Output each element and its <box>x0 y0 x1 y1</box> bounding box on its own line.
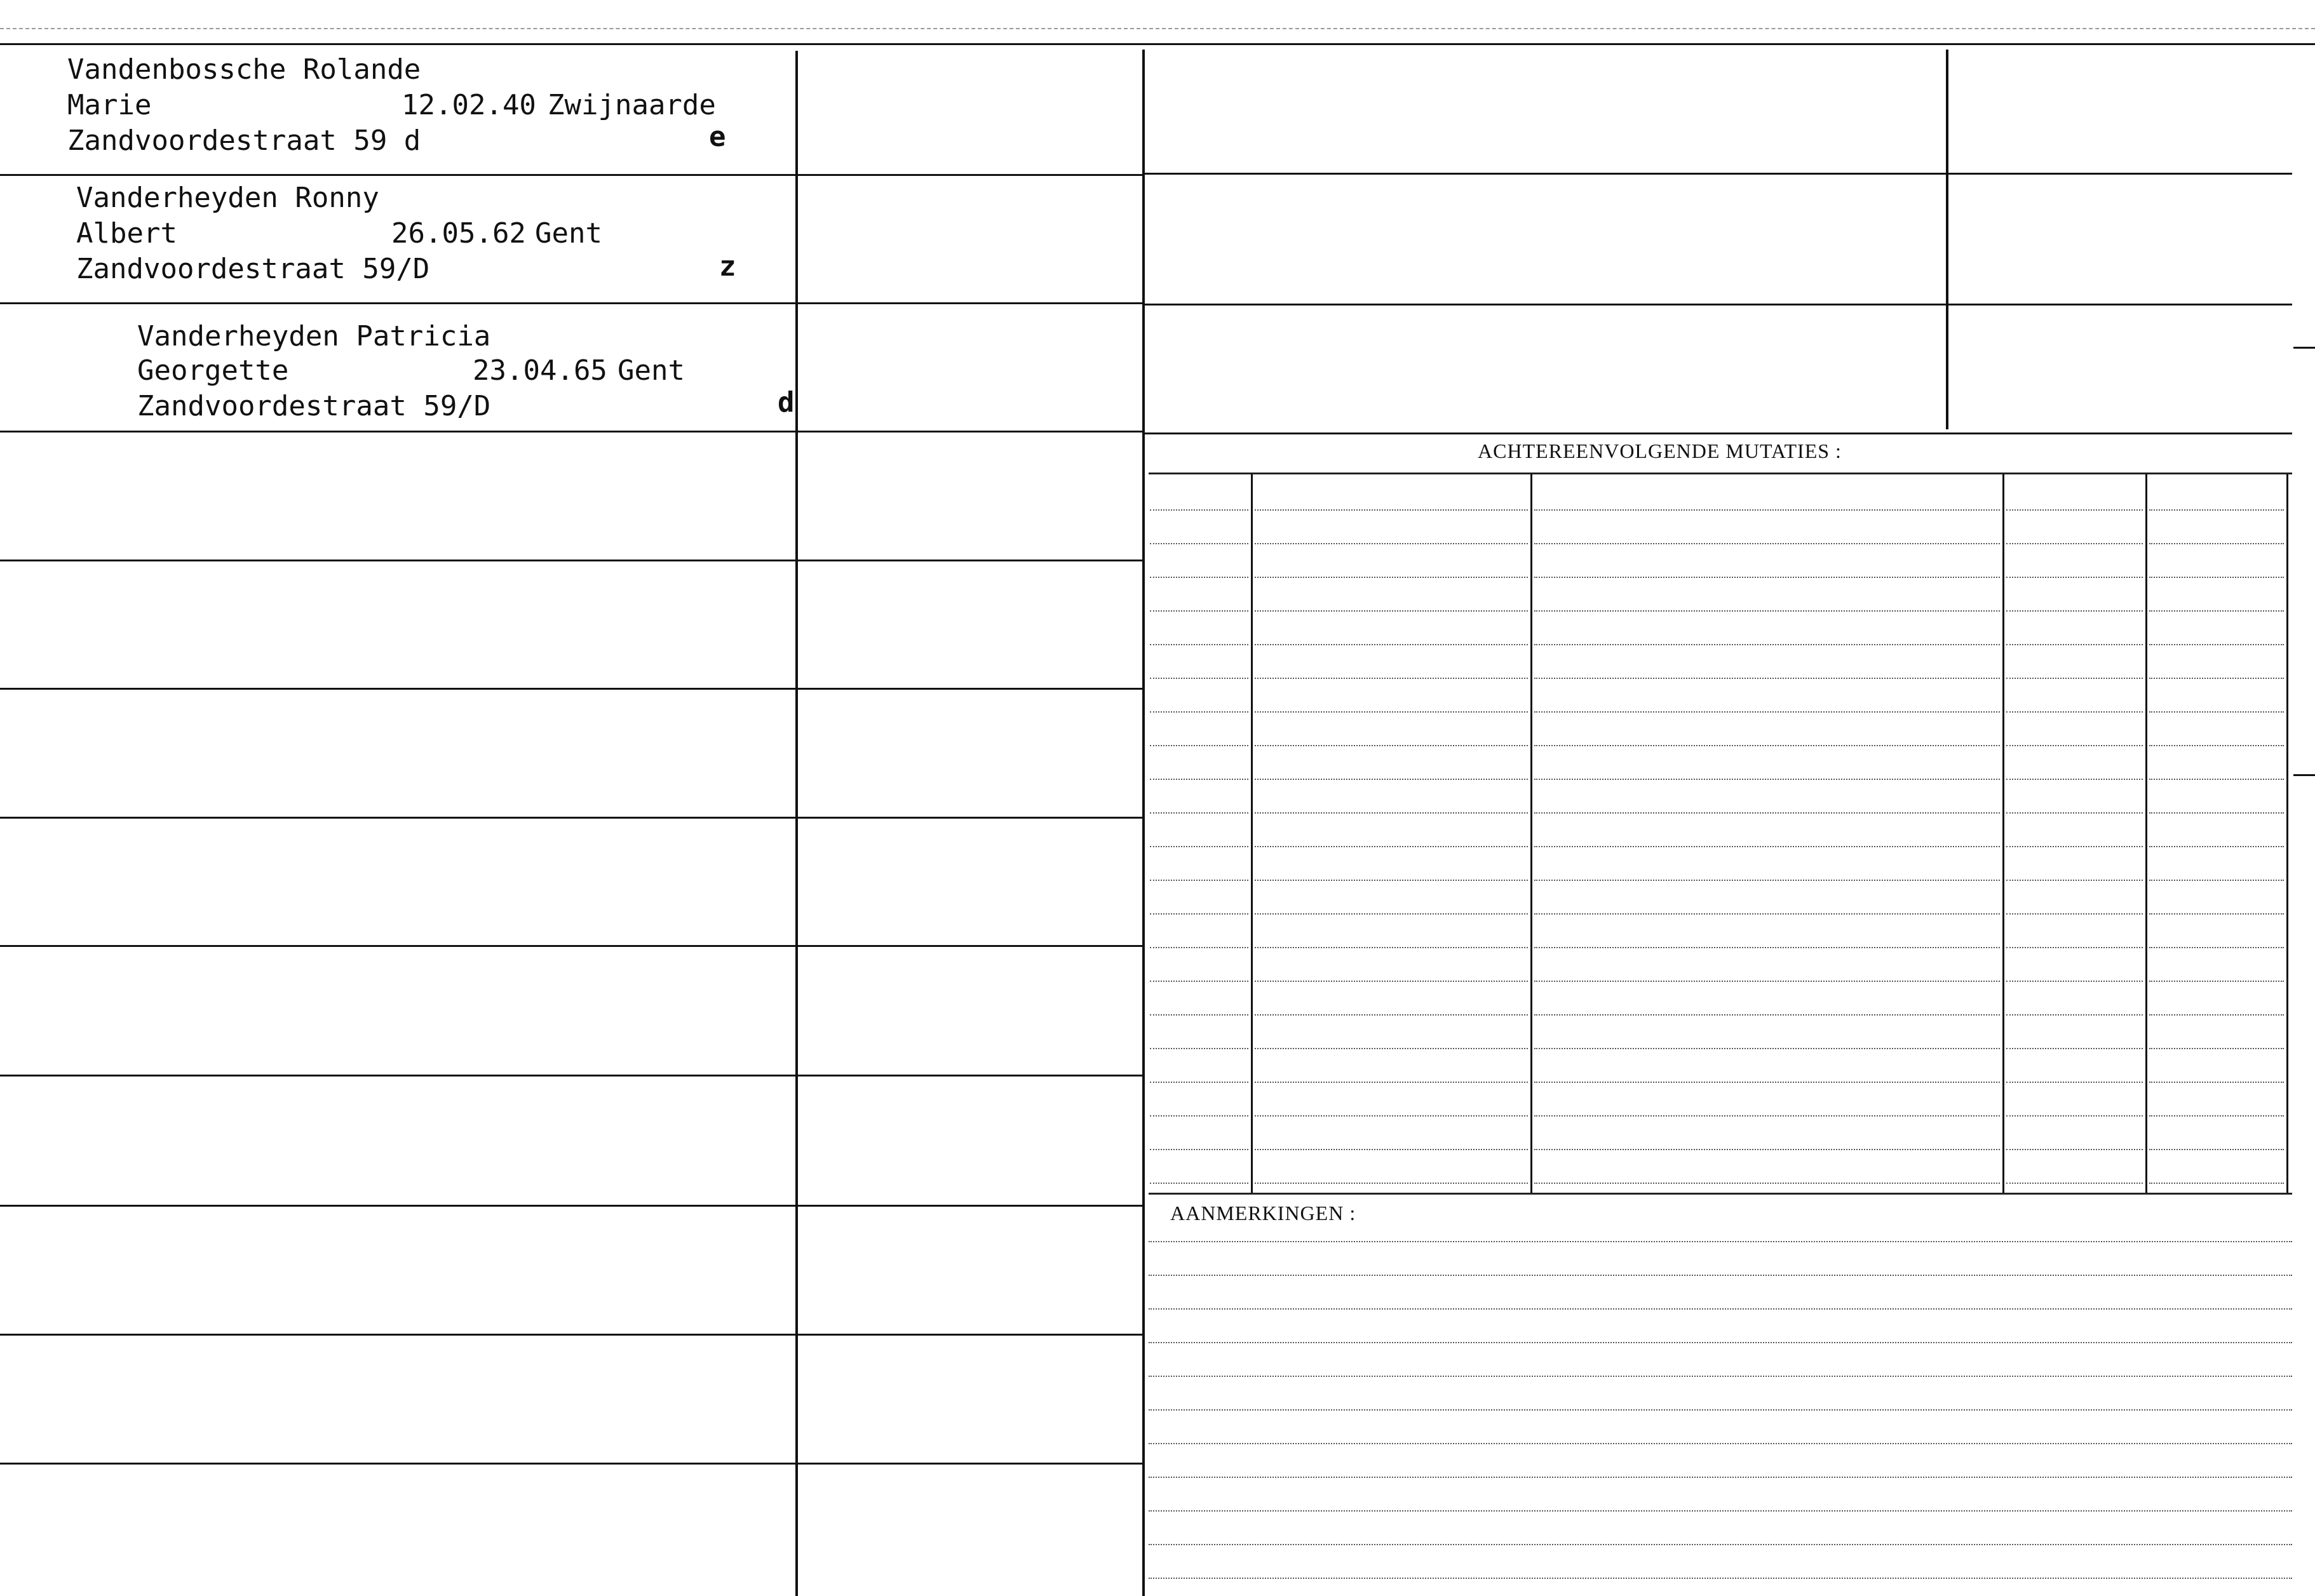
mutations-rule <box>1255 1183 1528 1184</box>
mutations-rule <box>1255 610 1528 612</box>
mutations-rule <box>1534 812 2000 814</box>
left-row-line <box>0 688 1142 690</box>
mutations-rule <box>1255 577 1528 578</box>
entry-letter: d <box>778 386 795 419</box>
mutations-rule <box>2006 711 2143 713</box>
mutations-rule <box>2006 1014 2143 1016</box>
mutations-rule <box>1534 1115 2000 1117</box>
remarks-rule <box>1149 1241 2292 1242</box>
entry-birth-place: Gent <box>535 217 602 250</box>
mutations-heading: ACHTEREENVOLGENDE MUTATIES : <box>1478 439 1842 462</box>
remarks-rule <box>1149 1342 2292 1343</box>
entry-surname-line: Vanderheyden Patricia <box>137 320 491 352</box>
mutations-rule <box>1255 509 1528 511</box>
left-row-line <box>0 174 1142 176</box>
mutations-rule <box>1150 644 1248 645</box>
mutations-rule <box>1534 1149 2000 1150</box>
mutations-rule <box>1255 981 1528 982</box>
left-row-line <box>0 1075 1142 1076</box>
mutations-rule <box>2006 913 2143 915</box>
mutations-rule <box>2149 577 2284 578</box>
entry-letter: z <box>719 250 736 283</box>
mutations-rule <box>2006 678 2143 679</box>
mutations-rule <box>1150 947 1248 948</box>
entry-given-name: Marie <box>67 89 152 121</box>
mutations-rule <box>1150 880 1248 881</box>
mutations-rule <box>1150 577 1248 578</box>
left-row-line <box>0 945 1142 947</box>
left-row-line <box>0 302 1142 304</box>
mutations-rule <box>1255 913 1528 915</box>
mutations-rule <box>2149 880 2284 881</box>
mutations-rule <box>2149 846 2284 847</box>
mutations-rule <box>1534 1014 2000 1016</box>
mutations-rule <box>1255 1014 1528 1016</box>
remarks-rule <box>1149 1443 2292 1444</box>
mutations-rule <box>1150 678 1248 679</box>
mutations-rule <box>1255 1048 1528 1049</box>
mutations-rule <box>2006 981 2143 982</box>
mutations-rule <box>1534 779 2000 780</box>
mutations-rule <box>1534 947 2000 948</box>
mutations-rule <box>1534 880 2000 881</box>
mutations-rule <box>2149 1149 2284 1150</box>
mutations-rule <box>1255 745 1528 746</box>
mutations-col-line <box>2145 474 2147 1193</box>
left-row-line <box>0 1334 1142 1336</box>
mutations-rule <box>2149 610 2284 612</box>
mutations-rule <box>1150 1048 1248 1049</box>
left-row-line <box>0 1463 1142 1465</box>
mutations-rule <box>2149 678 2284 679</box>
mutations-rule <box>1534 1183 2000 1184</box>
remarks-heading: AANMERKINGEN : <box>1170 1202 1356 1224</box>
mutations-rule <box>2149 745 2284 746</box>
mutations-rule <box>1534 846 2000 847</box>
left-column-divider <box>795 51 798 1596</box>
mutations-rule <box>2006 543 2143 544</box>
mutations-rule <box>1534 1048 2000 1049</box>
mutations-col-line <box>1530 474 1532 1193</box>
mutations-rule <box>1255 880 1528 881</box>
entry-given-name: Albert <box>76 217 177 250</box>
mutations-rule <box>1255 1149 1528 1150</box>
mutations-rule <box>1534 981 2000 982</box>
remarks-rule <box>1149 1544 2292 1545</box>
mutations-rule <box>1534 1082 2000 1083</box>
right-top-row-line <box>1142 433 2292 434</box>
mutations-rule <box>1255 779 1528 780</box>
mutations-rule <box>2006 1183 2143 1184</box>
entry-birth-place: Gent <box>618 354 685 387</box>
right-top-column-divider <box>1946 50 1948 429</box>
mutations-rule <box>2006 1082 2143 1083</box>
mutations-rule <box>1150 1115 1248 1117</box>
margin-tick <box>2293 774 2315 776</box>
mutations-col-line <box>2002 474 2004 1193</box>
mutations-rule <box>2149 913 2284 915</box>
mutations-rule <box>1534 913 2000 915</box>
mutations-rule <box>1255 678 1528 679</box>
mutations-rule <box>1150 543 1248 544</box>
mutations-rule <box>1255 846 1528 847</box>
mutations-rule <box>2006 1115 2143 1117</box>
entry-address: Zandvoordestraat 59 d <box>67 124 421 157</box>
mutations-rule <box>2149 812 2284 814</box>
mutations-rule <box>1150 846 1248 847</box>
mutations-rule <box>1534 610 2000 612</box>
entry-birth-date: 26.05.62 <box>391 217 526 250</box>
top-faint-rule <box>0 28 2315 29</box>
remarks-rule <box>1149 1510 2292 1512</box>
mutations-rule <box>1534 745 2000 746</box>
mutations-rule <box>1150 779 1248 780</box>
entry-surname-line: Vanderheyden Ronny <box>76 182 379 214</box>
remarks-rule <box>1149 1578 2292 1579</box>
entry-given-name: Georgette <box>137 354 289 387</box>
mutations-rule <box>2149 981 2284 982</box>
center-column-divider <box>1142 50 1145 1596</box>
mutations-rule <box>1150 610 1248 612</box>
mutations-rule <box>2006 846 2143 847</box>
entry-surname-line: Vandenbossche Rolande <box>67 53 421 86</box>
entry-birth-place: Zwijnaarde <box>548 89 716 121</box>
left-row-line <box>0 1205 1142 1207</box>
entry-address: Zandvoordestraat 59/D <box>76 253 430 285</box>
mutations-rule <box>1534 577 2000 578</box>
mutations-rule <box>1150 509 1248 511</box>
mutations-col-line <box>1251 474 1253 1193</box>
mutations-rule <box>1255 947 1528 948</box>
mutations-rule <box>1534 711 2000 713</box>
mutations-rule <box>2149 1014 2284 1016</box>
remarks-rule <box>1149 1376 2292 1377</box>
mutations-rule <box>2006 880 2143 881</box>
remarks-rule <box>1149 1409 2292 1411</box>
mutations-rule <box>2149 1048 2284 1049</box>
mutations-rule <box>1150 981 1248 982</box>
mutations-table-top <box>1149 473 2292 474</box>
mutations-rule <box>2149 779 2284 780</box>
mutations-rule <box>1150 1014 1248 1016</box>
mutations-rule <box>2006 812 2143 814</box>
entry-birth-date: 12.02.40 <box>402 89 536 121</box>
left-row-line <box>0 817 1142 819</box>
entry-letter: e <box>709 121 726 153</box>
mutations-rule <box>2006 509 2143 511</box>
mutations-rule <box>1534 509 2000 511</box>
mutations-rule <box>1534 644 2000 645</box>
mutations-rule <box>2006 1048 2143 1049</box>
mutations-rule <box>1255 812 1528 814</box>
mutations-rule <box>2149 711 2284 713</box>
mutations-rule <box>1150 1149 1248 1150</box>
mutations-rule <box>1534 678 2000 679</box>
mutations-rule <box>2006 610 2143 612</box>
mutations-col-line <box>2286 474 2288 1193</box>
mutations-rule <box>1150 812 1248 814</box>
entry-address: Zandvoordestraat 59/D <box>137 390 491 422</box>
mutations-rule <box>2006 779 2143 780</box>
mutations-rule <box>1255 543 1528 544</box>
mutations-rule <box>1150 711 1248 713</box>
mutations-rule <box>1150 1082 1248 1083</box>
mutations-rule <box>2149 509 2284 511</box>
mutations-rule <box>2149 644 2284 645</box>
remarks-rule <box>1149 1275 2292 1276</box>
mutations-rule <box>1255 1082 1528 1083</box>
right-top-row-line <box>1142 304 2292 305</box>
right-top-row-line <box>1142 173 2292 175</box>
mutations-rule <box>2006 644 2143 645</box>
mutations-rule <box>2006 577 2143 578</box>
mutations-rule <box>1255 711 1528 713</box>
mutations-rule <box>2006 1149 2143 1150</box>
mutations-rule <box>2006 947 2143 948</box>
mutations-rule <box>2149 1082 2284 1083</box>
top-border-line <box>0 43 2315 45</box>
mutations-rule <box>2006 745 2143 746</box>
mutations-rule <box>1255 644 1528 645</box>
entry-birth-date: 23.04.65 <box>473 354 607 387</box>
mutations-rule <box>1534 543 2000 544</box>
margin-tick <box>2293 347 2315 349</box>
mutations-rule <box>1150 1183 1248 1184</box>
remarks-rule <box>1149 1477 2292 1478</box>
register-entry-details <box>137 353 685 567</box>
mutations-rule <box>2149 1183 2284 1184</box>
mutations-rule <box>1150 913 1248 915</box>
mutations-rule <box>1255 1115 1528 1117</box>
mutations-rule <box>2149 543 2284 544</box>
mutations-rule <box>2149 947 2284 948</box>
remarks-rule <box>1149 1308 2292 1310</box>
mutations-rule <box>1150 745 1248 746</box>
mutations-table-bottom <box>1149 1193 2292 1195</box>
mutations-rule <box>2149 1115 2284 1117</box>
